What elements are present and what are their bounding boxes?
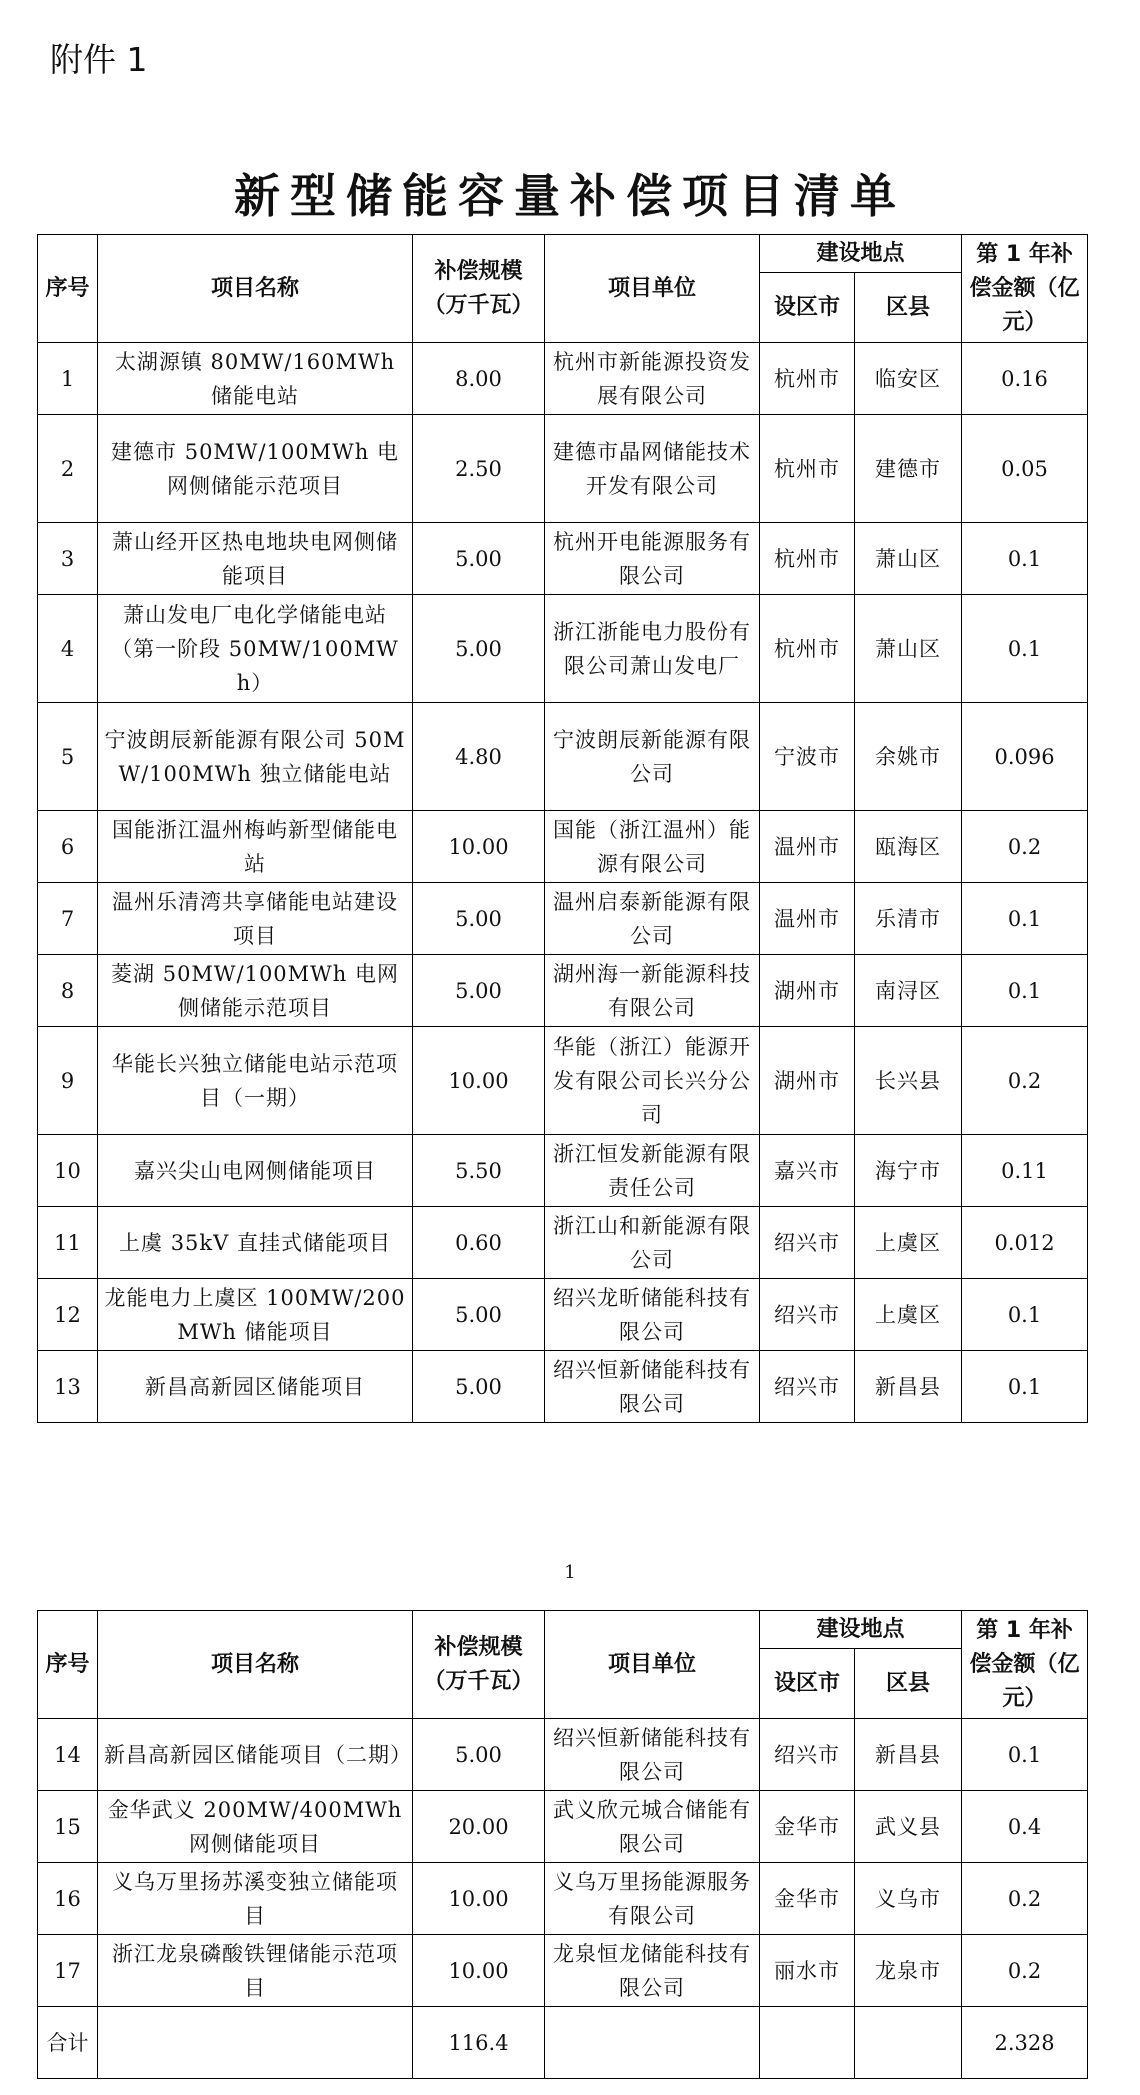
cell-county: 萧山区	[855, 523, 962, 595]
header-project-name: 项目名称	[98, 235, 413, 343]
cell-no: 10	[38, 1135, 98, 1207]
cell-county: 新昌县	[855, 1719, 962, 1791]
cell-scale: 5.00	[413, 955, 545, 1027]
cell-project-unit: 浙江山和新能源有限公司	[545, 1207, 760, 1279]
cell-amount: 0.05	[962, 415, 1088, 523]
table-row	[38, 811, 1088, 883]
cell-city: 杭州市	[760, 523, 855, 595]
cell-county: 临安区	[855, 343, 962, 415]
cell-project-name: 嘉兴尖山电网侧储能项目	[98, 1135, 413, 1207]
cell-amount: 0.1	[962, 955, 1088, 1027]
cell-scale: 0.60	[413, 1207, 545, 1279]
cell-project-name: 国能浙江温州梅屿新型储能电站	[98, 811, 413, 883]
cell-amount: 0.2	[962, 811, 1088, 883]
table-row	[38, 1207, 1088, 1279]
cell-amount: 0.012	[962, 1207, 1088, 1279]
cell-project-name: 新昌高新园区储能项目（二期）	[98, 1719, 413, 1791]
table-row	[38, 883, 1088, 955]
table-row	[38, 1719, 1088, 1791]
cell-city: 绍兴市	[760, 1279, 855, 1351]
cell-scale: 10.00	[413, 1935, 545, 2007]
cell-amount: 0.2	[962, 1863, 1088, 1935]
cell-city: 湖州市	[760, 955, 855, 1027]
cell-no: 12	[38, 1279, 98, 1351]
cell-project-unit: 杭州市新能源投资发展有限公司	[545, 343, 760, 415]
total-scale: 116.4	[413, 2007, 545, 2079]
header-county: 区县	[855, 273, 962, 343]
cell-city: 绍兴市	[760, 1207, 855, 1279]
cell-no: 17	[38, 1935, 98, 2007]
cell-scale: 5.00	[413, 883, 545, 955]
cell-amount: 0.1	[962, 1719, 1088, 1791]
cell-project-unit: 绍兴龙昕储能科技有限公司	[545, 1279, 760, 1351]
cell-city: 杭州市	[760, 343, 855, 415]
cell-amount: 0.11	[962, 1135, 1088, 1207]
cell-county: 上虞区	[855, 1279, 962, 1351]
cell-scale: 5.50	[413, 1135, 545, 1207]
table-row	[38, 955, 1088, 1027]
cell-county: 武义县	[855, 1791, 962, 1863]
cell-amount: 0.2	[962, 1935, 1088, 2007]
cell-project-name: 龙能电力上虞区 100MW/200MWh 储能项目	[98, 1279, 413, 1351]
total-row	[38, 2007, 1088, 2079]
cell-no: 11	[38, 1207, 98, 1279]
attachment-label: 附件 1	[50, 40, 148, 79]
header-scale: 补偿规模（万千瓦）	[413, 235, 545, 343]
cell-no: 6	[38, 811, 98, 883]
cell-city: 嘉兴市	[760, 1135, 855, 1207]
header-location: 建设地点	[760, 235, 962, 273]
total-empty-cell	[855, 2007, 962, 2079]
total-empty-cell	[760, 2007, 855, 2079]
table-body-page-1	[38, 343, 1088, 1423]
cell-scale: 2.50	[413, 415, 545, 523]
cell-project-name: 萧山发电厂电化学储能电站（第一阶段 50MW/100MWh）	[98, 595, 413, 703]
cell-county: 余姚市	[855, 703, 962, 811]
table-row	[38, 1863, 1088, 1935]
cell-project-name: 菱湖 50MW/100MWh 电网侧储能示范项目	[98, 955, 413, 1027]
cell-project-name: 温州乐清湾共享储能电站建设项目	[98, 883, 413, 955]
project-table-page-2	[37, 1610, 1088, 2079]
cell-no: 15	[38, 1791, 98, 1863]
cell-city: 金华市	[760, 1791, 855, 1863]
total-label: 合计	[38, 2007, 98, 2079]
cell-project-unit: 华能（浙江）能源开发有限公司长兴分公司	[545, 1027, 760, 1135]
cell-project-unit: 浙江恒发新能源有限责任公司	[545, 1135, 760, 1207]
table-row	[38, 415, 1088, 523]
cell-no: 14	[38, 1719, 98, 1791]
cell-city: 绍兴市	[760, 1351, 855, 1423]
cell-project-unit: 温州启泰新能源有限公司	[545, 883, 760, 955]
cell-project-unit: 义乌万里扬能源服务有限公司	[545, 1863, 760, 1935]
cell-city: 绍兴市	[760, 1719, 855, 1791]
header-project-unit: 项目单位	[545, 1611, 760, 1719]
cell-amount: 0.1	[962, 523, 1088, 595]
cell-no: 1	[38, 343, 98, 415]
total-empty-cell	[98, 2007, 413, 2079]
cell-scale: 4.80	[413, 703, 545, 811]
cell-project-name: 上虞 35kV 直挂式储能项目	[98, 1207, 413, 1279]
cell-project-unit: 建德市晶网储能技术开发有限公司	[545, 415, 760, 523]
table-row	[38, 1135, 1088, 1207]
cell-project-unit: 武义欣元城合储能有限公司	[545, 1791, 760, 1863]
table-row	[38, 595, 1088, 703]
cell-project-unit: 绍兴恒新储能科技有限公司	[545, 1719, 760, 1791]
table-row	[38, 523, 1088, 595]
cell-scale: 5.00	[413, 1279, 545, 1351]
total-amount: 2.328	[962, 2007, 1088, 2079]
cell-amount: 0.1	[962, 883, 1088, 955]
cell-project-name: 浙江龙泉磷酸铁锂储能示范项目	[98, 1935, 413, 2007]
cell-city: 丽水市	[760, 1935, 855, 2007]
cell-project-name: 建德市 50MW/100MWh 电网侧储能示范项目	[98, 415, 413, 523]
header-city: 设区市	[760, 273, 855, 343]
cell-scale: 8.00	[413, 343, 545, 415]
table-row	[38, 343, 1088, 415]
cell-amount: 0.1	[962, 1351, 1088, 1423]
cell-city: 杭州市	[760, 595, 855, 703]
project-table-page-1	[37, 234, 1088, 1423]
cell-amount: 0.4	[962, 1791, 1088, 1863]
cell-amount: 0.1	[962, 1279, 1088, 1351]
cell-scale: 10.00	[413, 1027, 545, 1135]
table-row	[38, 1351, 1088, 1423]
cell-project-unit: 杭州开电能源服务有限公司	[545, 523, 760, 595]
header-amount: 第 1 年补偿金额（亿元）	[962, 235, 1088, 343]
cell-amount: 0.096	[962, 703, 1088, 811]
cell-county: 建德市	[855, 415, 962, 523]
page-number: 1	[564, 1562, 576, 1583]
header-no: 序号	[38, 1611, 98, 1719]
cell-project-unit: 龙泉恒龙储能科技有限公司	[545, 1935, 760, 2007]
cell-scale: 10.00	[413, 1863, 545, 1935]
cell-city: 温州市	[760, 811, 855, 883]
cell-project-name: 太湖源镇 80MW/160MWh 储能电站	[98, 343, 413, 415]
cell-county: 海宁市	[855, 1135, 962, 1207]
table-row	[38, 1027, 1088, 1135]
cell-scale: 20.00	[413, 1791, 545, 1863]
table-body-page-2	[38, 1719, 1088, 2007]
header-project-name: 项目名称	[98, 1611, 413, 1719]
header-city: 设区市	[760, 1649, 855, 1719]
cell-county: 南浔区	[855, 955, 962, 1027]
cell-no: 2	[38, 415, 98, 523]
cell-amount: 0.2	[962, 1027, 1088, 1135]
header-amount: 第 1 年补偿金额（亿元）	[962, 1611, 1088, 1719]
cell-scale: 5.00	[413, 523, 545, 595]
table-row	[38, 1279, 1088, 1351]
cell-no: 13	[38, 1351, 98, 1423]
cell-amount: 0.1	[962, 595, 1088, 703]
cell-project-name: 宁波朗辰新能源有限公司 50MW/100MWh 独立储能电站	[98, 703, 413, 811]
header-no: 序号	[38, 235, 98, 343]
cell-city: 杭州市	[760, 415, 855, 523]
cell-project-unit: 湖州海一新能源科技有限公司	[545, 955, 760, 1027]
total-empty-cell	[545, 2007, 760, 2079]
cell-project-unit: 浙江浙能电力股份有限公司萧山发电厂	[545, 595, 760, 703]
cell-no: 9	[38, 1027, 98, 1135]
cell-project-name: 华能长兴独立储能电站示范项目（一期）	[98, 1027, 413, 1135]
cell-county: 长兴县	[855, 1027, 962, 1135]
cell-project-unit: 绍兴恒新储能科技有限公司	[545, 1351, 760, 1423]
header-scale: 补偿规模（万千瓦）	[413, 1611, 545, 1719]
cell-no: 7	[38, 883, 98, 955]
cell-county: 义乌市	[855, 1863, 962, 1935]
cell-no: 8	[38, 955, 98, 1027]
document-title: 新型储能容量补偿项目清单	[234, 169, 906, 223]
cell-county: 瓯海区	[855, 811, 962, 883]
cell-scale: 5.00	[413, 1719, 545, 1791]
cell-city: 宁波市	[760, 703, 855, 811]
cell-scale: 10.00	[413, 811, 545, 883]
cell-project-name: 新昌高新园区储能项目	[98, 1351, 413, 1423]
cell-no: 3	[38, 523, 98, 595]
cell-scale: 5.00	[413, 1351, 545, 1423]
cell-county: 上虞区	[855, 1207, 962, 1279]
cell-city: 温州市	[760, 883, 855, 955]
table-row	[38, 1935, 1088, 2007]
table-row	[38, 703, 1088, 811]
cell-project-unit: 宁波朗辰新能源有限公司	[545, 703, 760, 811]
header-location: 建设地点	[760, 1611, 962, 1649]
cell-no: 4	[38, 595, 98, 703]
cell-no: 16	[38, 1863, 98, 1935]
cell-project-name: 义乌万里扬苏溪变独立储能项目	[98, 1863, 413, 1935]
cell-scale: 5.00	[413, 595, 545, 703]
cell-county: 龙泉市	[855, 1935, 962, 2007]
cell-city: 金华市	[760, 1863, 855, 1935]
cell-no: 5	[38, 703, 98, 811]
header-project-unit: 项目单位	[545, 235, 760, 343]
cell-project-name: 萧山经开区热电地块电网侧储能项目	[98, 523, 413, 595]
cell-county: 乐清市	[855, 883, 962, 955]
cell-project-name: 金华武义 200MW/400MWh 网侧储能项目	[98, 1791, 413, 1863]
cell-project-unit: 国能（浙江温州）能源有限公司	[545, 811, 760, 883]
cell-county: 萧山区	[855, 595, 962, 703]
cell-city: 湖州市	[760, 1027, 855, 1135]
cell-county: 新昌县	[855, 1351, 962, 1423]
table-row	[38, 1791, 1088, 1863]
cell-amount: 0.16	[962, 343, 1088, 415]
header-county: 区县	[855, 1649, 962, 1719]
